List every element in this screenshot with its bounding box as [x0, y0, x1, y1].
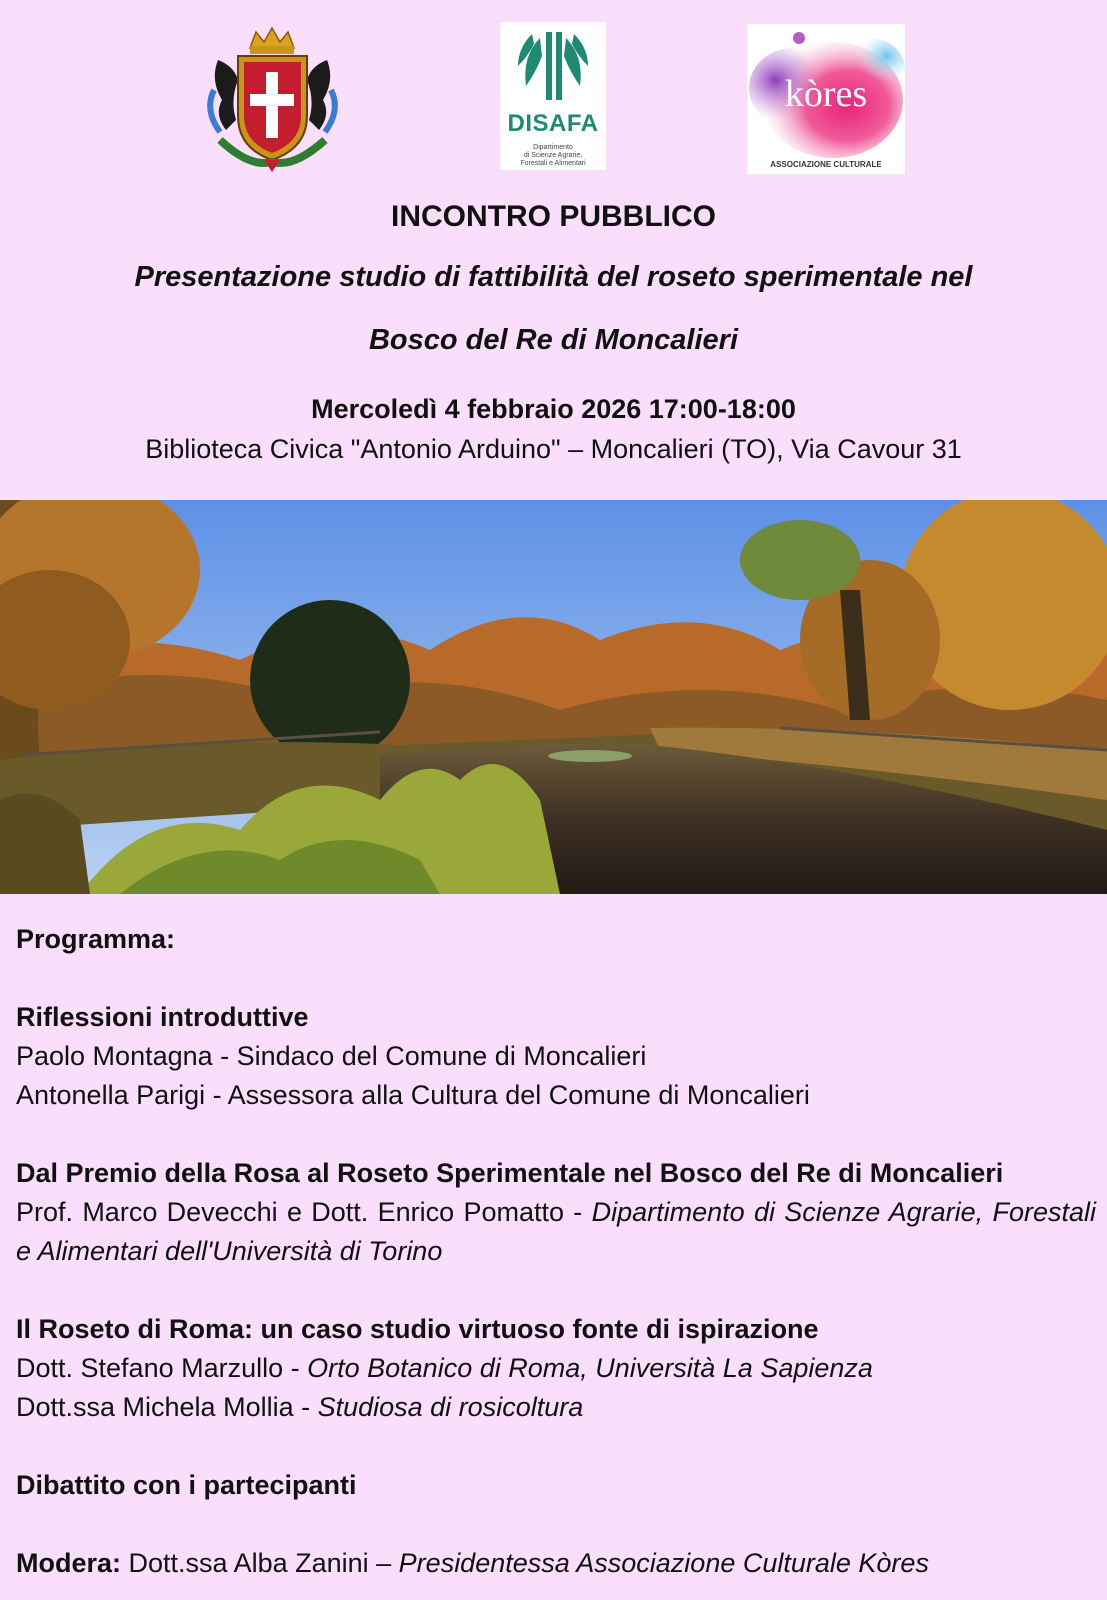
program-section-4 — [16, 1466, 1096, 1505]
logo-bar — [0, 0, 1107, 180]
speaker-line: Paolo Montagna - Sindaco del Comune di Moncalieri — [16, 1041, 647, 1071]
event-date-time: Mercoledì 4 febbraio 2026 17:00-18:00 — [311, 394, 796, 424]
kores-wordmark: kòres — [784, 73, 868, 115]
kores-logo — [747, 24, 905, 174]
disafa-mark-icon — [500, 22, 606, 108]
program-section-2 — [16, 1154, 1096, 1271]
section-title: Il Roseto di Roma: un caso studio virtuoso fonte di ispirazione — [16, 1314, 819, 1344]
moderator-role: Presidentessa Associazione Culturale Kòres — [398, 1548, 929, 1578]
moncalieri-coat-of-arms-logo — [200, 20, 345, 172]
section-title: Dibattito con i partecipanti — [16, 1470, 357, 1500]
program-section-1 — [16, 998, 1096, 1115]
program-section-3 — [16, 1310, 1096, 1427]
speaker-line: Antonella Parigi - Assessora alla Cultura del Comune di Moncalieri — [16, 1080, 810, 1110]
subtitle-line-2: Bosco del Re di Moncalieri — [368, 324, 739, 356]
section-title: Riflessioni introduttive — [16, 1002, 309, 1032]
speaker-line: Prof. Marco Devecchi e Dott. Enrico Pomatto - Dipartimento di Scienze Agrarie, Forestali e Alimentari dell'Università di Torino — [16, 1197, 1096, 1266]
event-venue: Biblioteca Civica "Antonio Arduino" – Moncalieri (TO), Via Cavour 31 — [145, 434, 962, 464]
bosco-del-re-pond-photo — [0, 500, 1107, 894]
moderator-name: Dott.ssa Alba Zanini – — [121, 1548, 399, 1578]
subtitle-line-1: Presentazione studio di fattibilità del roseto sperimentale nel — [134, 261, 973, 293]
section-title: Dal Premio della Rosa al Roseto Sperimentale nel Bosco del Re di Moncalieri — [16, 1158, 1004, 1188]
disafa-logo — [500, 22, 606, 170]
page-title: INCONTRO PUBBLICO — [391, 200, 716, 233]
kores-caption: ASSOCIAZIONE CULTURALE — [770, 160, 882, 169]
speaker-line: Dott. Stefano Marzullo - Orto Botanico di Roma, Università La Sapienza — [16, 1353, 873, 1383]
disafa-caption: Dipartimento di Scienze Agrarie, Forestali e Alimentari — [520, 144, 586, 167]
disafa-wordmark: DISAFA — [507, 110, 599, 137]
moderator-label: Modera: — [16, 1548, 122, 1578]
speaker-line: Dott.ssa Michela Mollia - Studiosa di rosicoltura — [16, 1392, 584, 1422]
program-heading: Programma: — [16, 924, 176, 954]
moderator-line — [16, 1544, 1096, 1583]
